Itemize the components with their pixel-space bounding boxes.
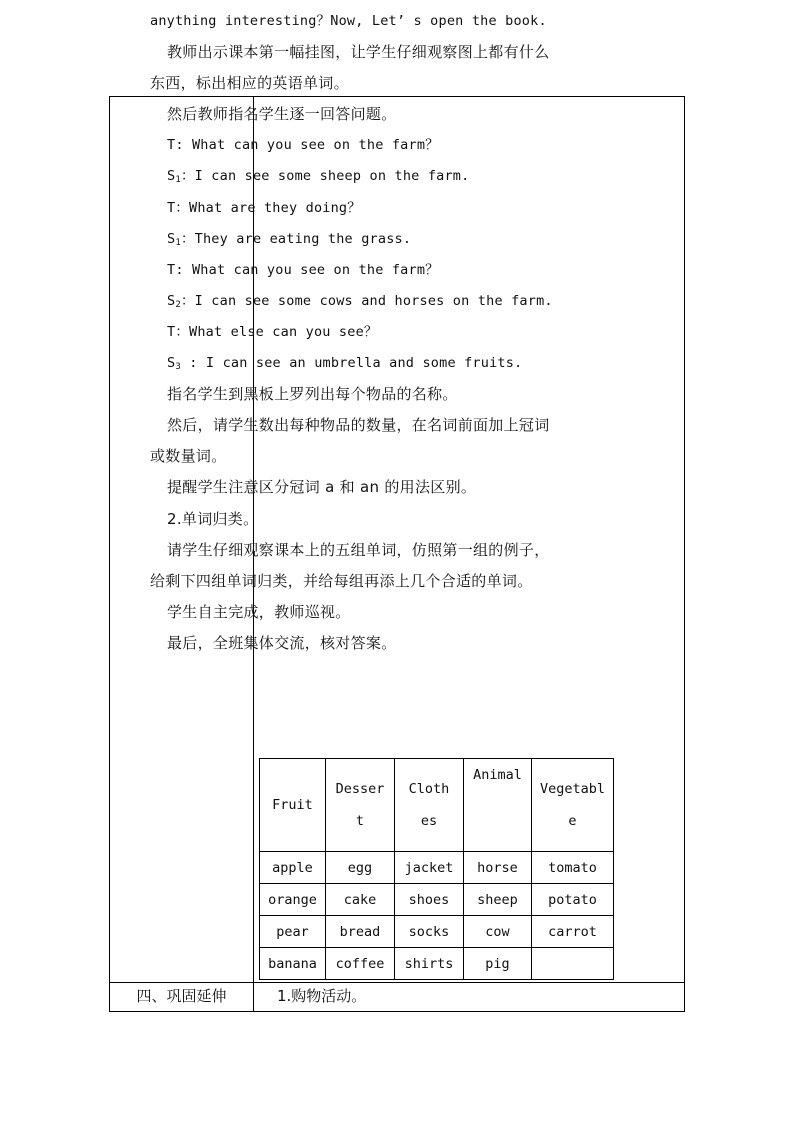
speaker-label: S: [167, 292, 176, 309]
line-text: 教师出示课本第一幅挂图，让学生仔细观察图上都有什么: [167, 43, 550, 62]
text-line: [150, 224, 570, 255]
table-cell: horse: [464, 852, 532, 884]
table-row: [260, 884, 614, 916]
text-line: [150, 379, 570, 410]
text-line: [150, 6, 570, 37]
line-text: 最后，全班集体交流，核对答案。: [167, 633, 397, 652]
table-cell: cake: [326, 884, 395, 916]
text-line: [150, 286, 570, 317]
table-cell: [532, 948, 614, 980]
line-text: ：They are eating the grass.: [180, 230, 412, 247]
table-cell: shirts: [395, 948, 464, 980]
text-line: [150, 628, 570, 659]
table-cell: orange: [260, 884, 326, 916]
line-text: 然后，请学生数出每种物品的数量，在名词前面加上冠词: [167, 416, 550, 435]
line-text: 指名学生到黑板上罗列出每个物品的名称。: [167, 385, 458, 404]
table-cell: coffee: [326, 948, 395, 980]
line-text: 给剩下四组单词归类，并给每组再添上几个合适的单词。: [150, 571, 533, 590]
table-cell: socks: [395, 916, 464, 948]
text-line: [150, 566, 570, 597]
text-line: [150, 99, 570, 130]
line-text: 或数量词。: [150, 447, 227, 466]
table-cell: potato: [532, 884, 614, 916]
table-cell: pear: [260, 916, 326, 948]
line-text: : I can see an umbrella and some fruits.: [180, 355, 523, 372]
speaker-label: S: [167, 230, 176, 247]
line-text: 然后教师指名学生逐一回答问题。: [167, 105, 397, 124]
line-text: ：I can see some sheep on the farm.: [180, 168, 470, 185]
table-cell: shoes: [395, 884, 464, 916]
speaker-subscript: 1: [175, 237, 181, 248]
text-line: [150, 193, 570, 224]
text-line: [150, 410, 570, 441]
line-text: anything interesting？Now, Let’ s open the book.: [150, 13, 547, 29]
text-line: [150, 317, 570, 348]
table-header-row: [260, 759, 614, 852]
line-text: T: What can you see on the farm？: [167, 261, 439, 278]
text-line: [150, 535, 570, 566]
text-line: [150, 597, 570, 628]
line-text: T：What are they doing？: [167, 199, 361, 216]
header-fruit: Fruit: [260, 759, 326, 852]
header-dessert: Desser t: [326, 759, 395, 852]
text-line: [150, 255, 570, 286]
header-clothes: Cloth es: [395, 759, 464, 852]
text-line: [150, 441, 570, 472]
table-row: [260, 852, 614, 884]
table-cell: egg: [326, 852, 395, 884]
table-cell: banana: [260, 948, 326, 980]
speaker-subscript: 1: [175, 175, 181, 186]
table-cell: pig: [464, 948, 532, 980]
line-text: 提醒学生注意区分冠词 a 和 an 的用法区别。: [167, 478, 477, 497]
text-line: [150, 161, 570, 192]
table-cell: apple: [260, 852, 326, 884]
text-line: [150, 348, 570, 379]
table-row: [260, 948, 614, 980]
table-cell: tomato: [532, 852, 614, 884]
section-label: 四、巩固延伸: [136, 987, 227, 1005]
speaker-label: S: [167, 355, 176, 372]
table-cell: sheep: [464, 884, 532, 916]
step-content: [150, 6, 570, 659]
table-cell: cow: [464, 916, 532, 948]
table-cell: jacket: [395, 852, 464, 884]
word-classification-table: [259, 758, 614, 980]
line-text: T：What else can you see？: [167, 323, 378, 340]
speaker-subscript: 3: [175, 362, 181, 373]
header-vegetable: Vegetabl e: [532, 759, 614, 852]
table-cell: bread: [326, 916, 395, 948]
line-text: 东西，标出相应的英语单词。: [150, 74, 349, 93]
line-text: 请学生仔细观察课本上的五组单词，仿照第一组的例子，: [167, 540, 550, 559]
text-line: [150, 472, 570, 503]
text-line: [150, 68, 570, 99]
text-line: [150, 37, 570, 68]
table-cell: carrot: [532, 916, 614, 948]
table-row: [260, 916, 614, 948]
line-text: ：I can see some cows and horses on the farm.: [180, 292, 553, 309]
text-line: [150, 504, 570, 535]
section-text: 1.购物活动。: [277, 987, 367, 1005]
header-animal: Animal: [464, 759, 532, 852]
text-line: [150, 130, 570, 161]
line-text: T: What can you see on the farm？: [167, 137, 439, 154]
line-text: 2.单词归类。: [167, 509, 259, 528]
speaker-label: S: [167, 168, 176, 185]
speaker-subscript: 2: [175, 299, 181, 310]
line-text: 学生自主完成，教师巡视。: [167, 602, 351, 621]
